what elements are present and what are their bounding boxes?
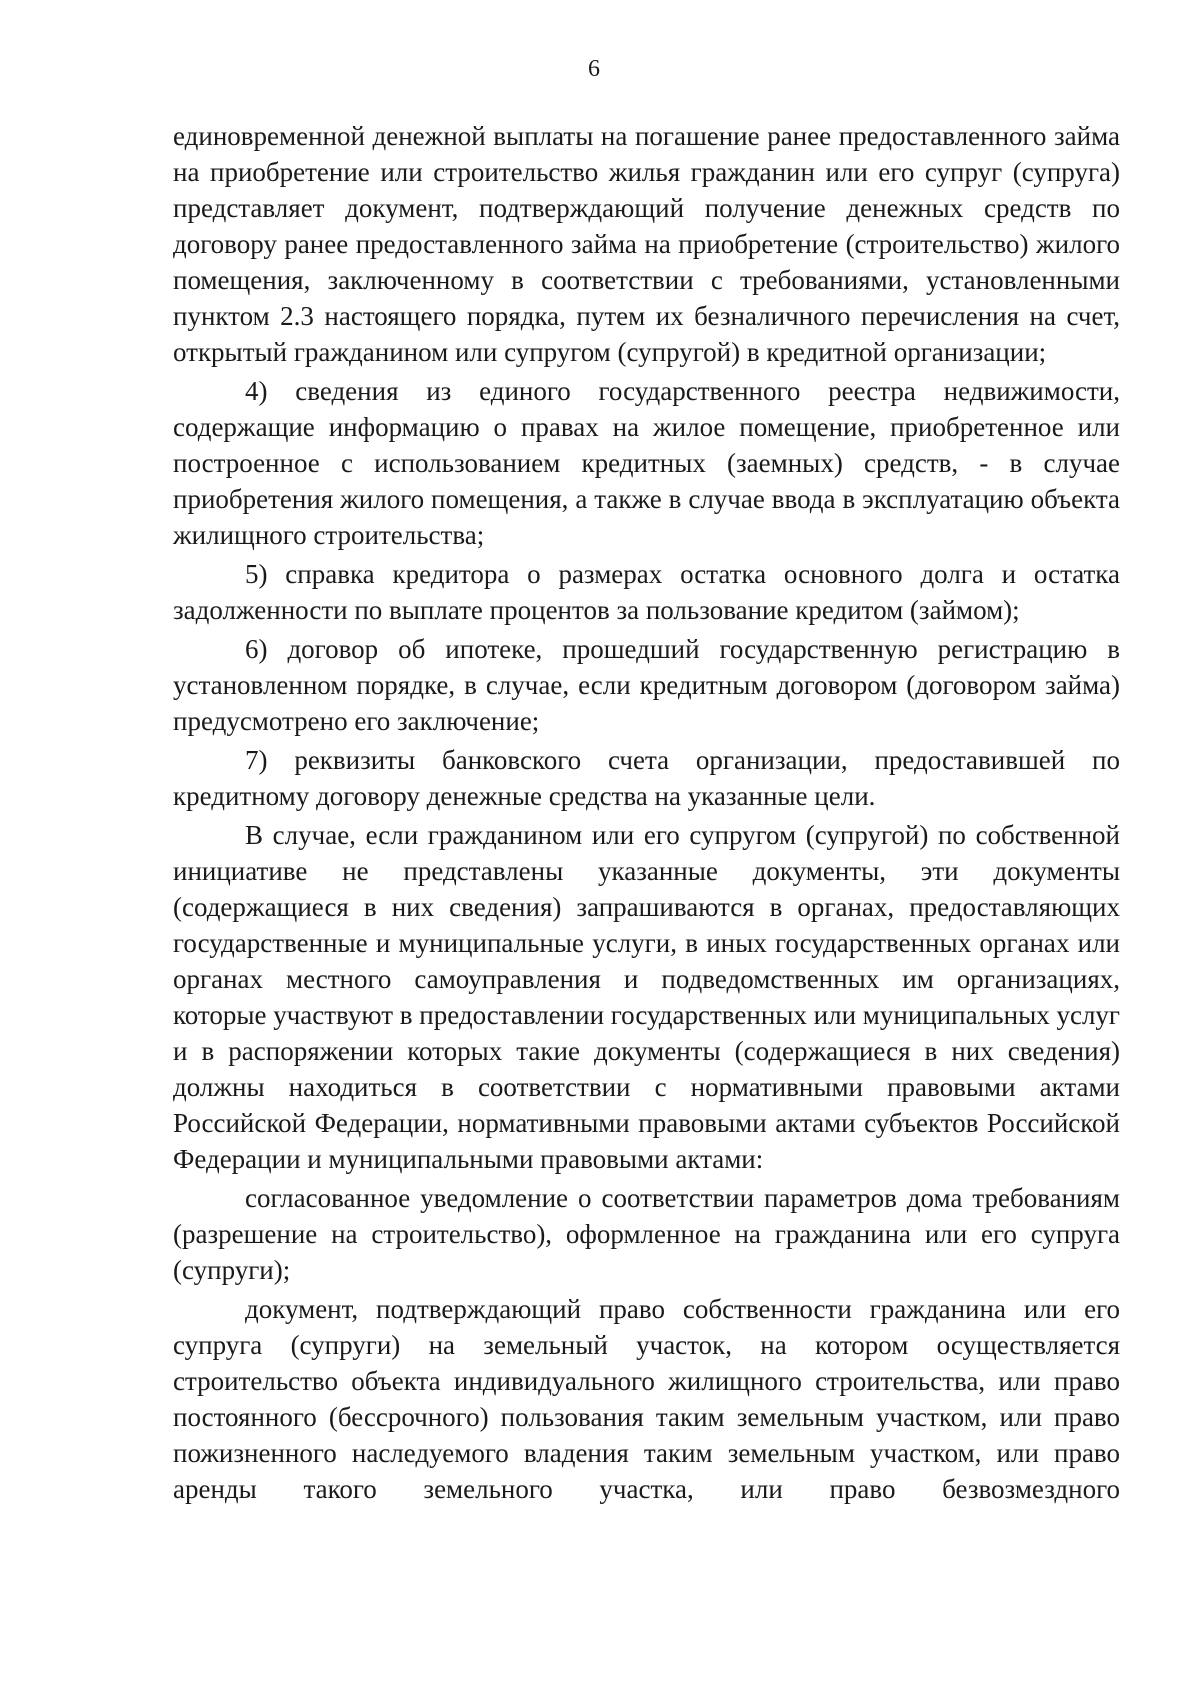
paragraph-land-rights: документ, подтверждающий право собственности гражданина или его супруга (супруги) на земельный участок, на котором осуществляется строительство объекта индивидуального жилищного строительства, или право постоянного (бессрочного) пользования таким земельным участком, или право пожизненного наследуемого владения таким земельным участком, или право аренды такого земельного участка, или право безвозмездного [173, 1294, 1120, 1504]
paragraph-item-6: 6) договор об ипотеке, прошедший государственную регистрацию в установленном порядке, в случае, если кредитным договором (договором займа) предусмотрено его заключение; [173, 634, 1120, 736]
paragraph-request-documents: В случае, если гражданином или его супругом (супругой) по собственной инициативе не представлены указанные документы, эти документы (содержащиеся в них сведения) запрашиваются в органах, предоставляющих государственные и муниципальные услуги, в иных государственных органах или органах местного самоуправления и подведомственных им организациях, которые участвуют в предоставлении государственных или муниципальных услуг и в распоряжении которых такие документы (содержащиеся в них сведения) должны находиться в соответствии с нормативными правовыми актами Российской Федерации, нормативными правовыми актами субъектов Российской Федерации и муниципальными правовыми актами: [173, 820, 1120, 1174]
paragraph-item-5: 5) справка кредитора о размерах остатка основного долга и остатка задолженности по выплате процентов за пользование кредитом (займом); [173, 559, 1120, 625]
paragraph-item-7: 7) реквизиты банковского счета организации, предоставившей по кредитному договору денежные средства на указанные цели. [173, 745, 1120, 811]
paragraph-item-4: 4) сведения из единого государственного реестра недвижимости, содержащие информацию о правах на жилое помещение, приобретенное или построенное с использованием кредитных (заемных) средств, - в случае приобретения жилого помещения, а также в случае ввода в эксплуатацию объекта жилищного строительства; [173, 376, 1120, 550]
paragraph-continuation: единовременной денежной выплаты на погашение ранее предоставленного займа на приобретение или строительство жилья гражданин или его супруг (супруга) представляет документ, подтверждающий получение денежных средств по договору ранее предоставленного займа на приобретение (строительство) жилого помещения, заключенному в соответствии с требованиями, установленными пунктом 2.3 настоящего порядка, путем их безналичного перечисления на счет, открытый гражданином или супругом (супругой) в кредитной организации; [173, 121, 1120, 367]
document-body [173, 118, 1120, 1507]
page-number: 6 [588, 56, 600, 82]
paragraph-notification: согласованное уведомление о соответствии параметров дома требованиям (разрешение на строительство), оформленное на гражданина или его супруга (супруги); [173, 1183, 1120, 1285]
